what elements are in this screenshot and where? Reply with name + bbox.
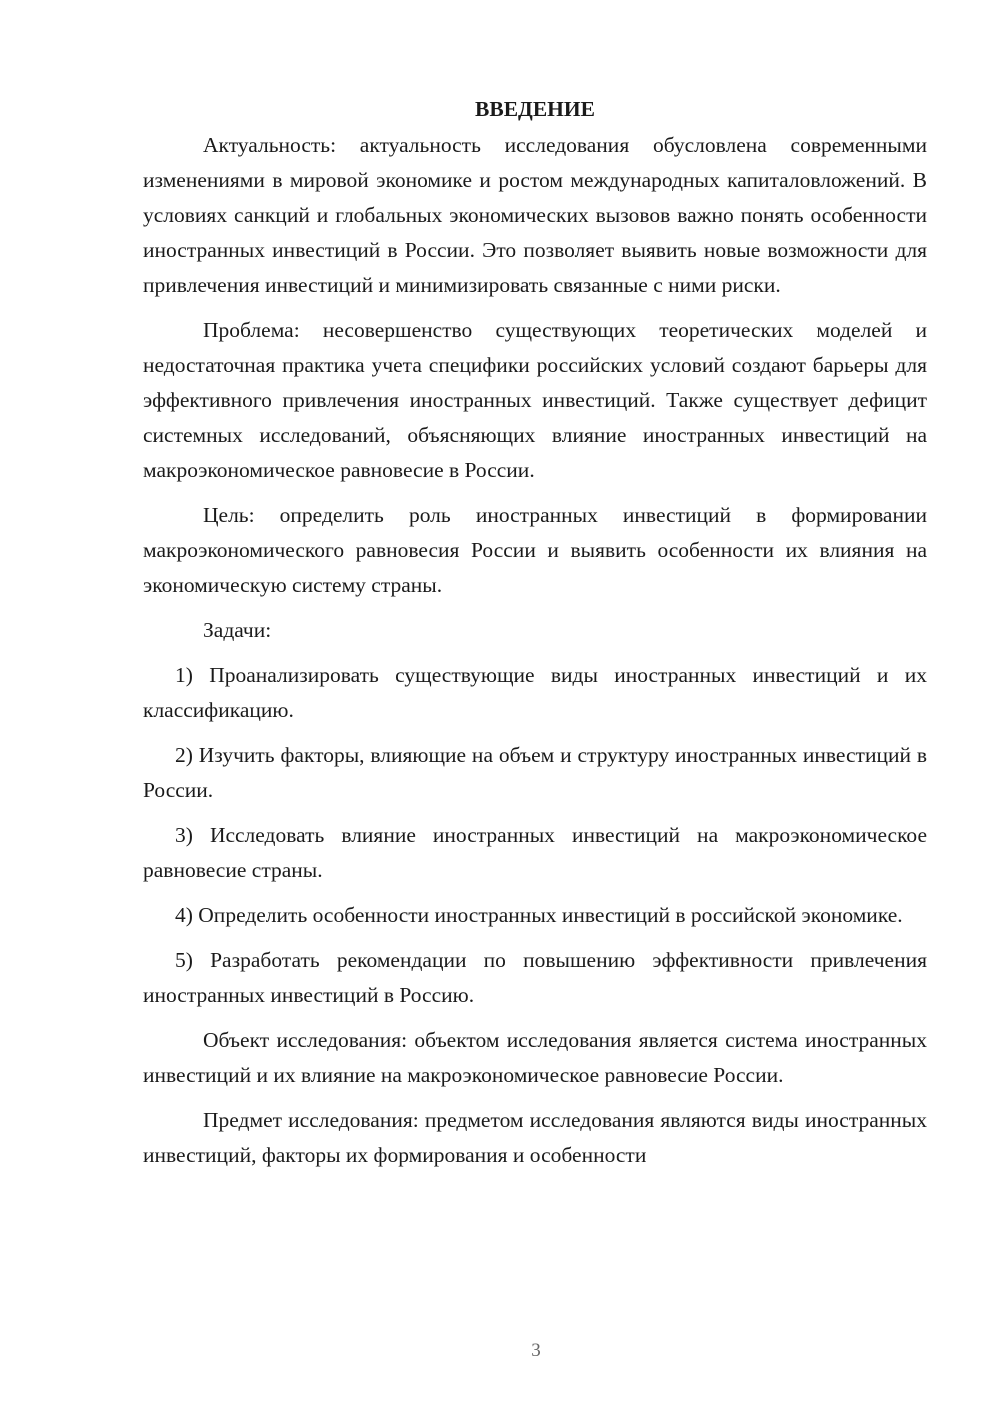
task-item-5: 5) Разработать рекомендации по повышению эффективности привлечения иностранных инвестиций в Россию. <box>143 948 927 1007</box>
task-item-2: 2) Изучить факторы, влияющие на объем и структуру иностранных инвестиций в России. <box>143 743 927 802</box>
page-number: 3 <box>531 1340 541 1361</box>
tasks-heading: Задачи: <box>203 618 272 642</box>
document-body <box>143 90 927 1173</box>
subject-paragraph: Предмет исследования: предметом исследования являются виды иностранных инвестиций, факторы их формирования и особенности <box>143 1108 927 1167</box>
task-item-1: 1) Проанализировать существующие виды иностранных инвестиций и их классификацию. <box>143 663 927 722</box>
object-paragraph: Объект исследования: объектом исследования является система иностранных инвестиций и их влияние на макроэкономическое равновесие России. <box>143 1028 927 1087</box>
task-item-3: 3) Исследовать влияние иностранных инвестиций на макроэкономическое равновесие страны. <box>143 823 927 882</box>
relevance-paragraph: Актуальность: актуальность исследования обусловлена современными изменениями в мировой экономике и ростом международных капиталовложений. В условиях санкций и глобальных экономических вызовов важно понять особенности иностранных инвестиций в России. Это позволяет выявить новые возможности для привлечения инвестиций и минимизировать связанные с ними риски. <box>143 133 927 297</box>
goal-paragraph: Цель: определить роль иностранных инвестиций в формировании макроэкономического равновесия России и выявить особенности их влияния на экономическую систему страны. <box>143 503 927 597</box>
task-item-4: 4) Определить особенности иностранных инвестиций в российской экономике. <box>175 903 903 927</box>
section-title: ВВЕДЕНИЕ <box>475 97 595 121</box>
problem-paragraph: Проблема: несовершенство существующих теоретических моделей и недостаточная практика учета специфики российских условий создают барьеры для эффективного привлечения иностранных инвестиций. Также существует дефицит системных исследований, объясняющих влияние иностранных инвестиций на макроэкономическое равновесие в России. <box>143 318 927 482</box>
